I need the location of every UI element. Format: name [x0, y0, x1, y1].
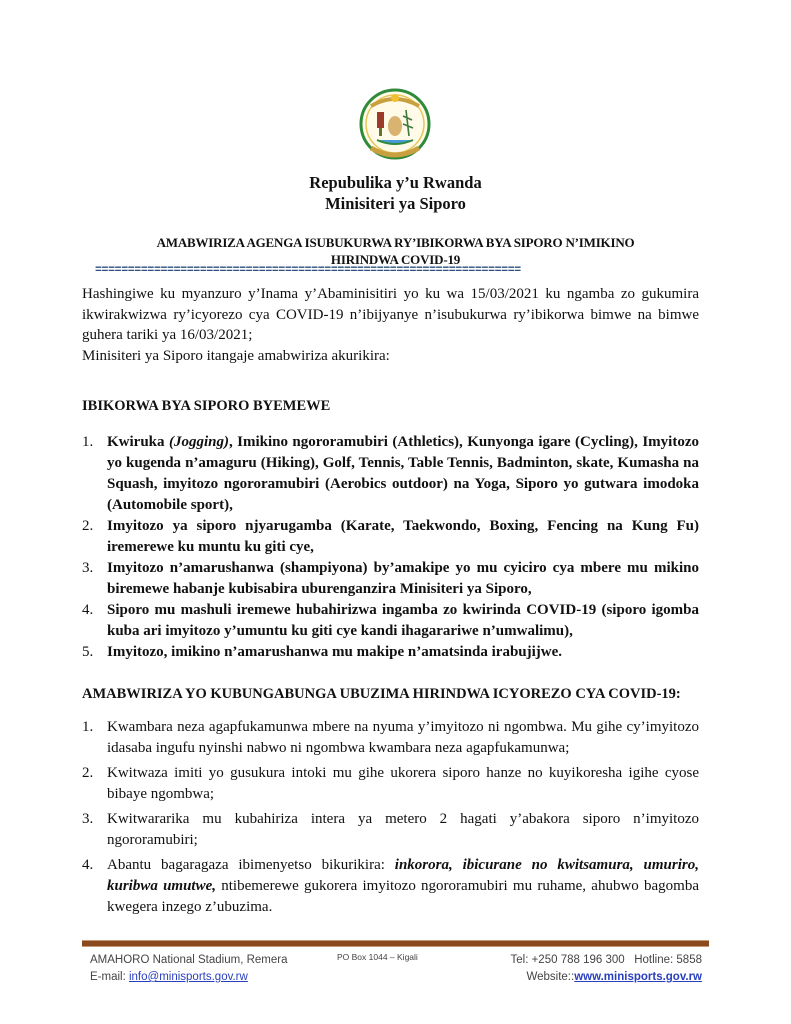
item-number: 4. — [82, 857, 94, 873]
list-item — [82, 516, 699, 558]
item-italic: (Jogging) — [168, 434, 229, 450]
footer-divider — [82, 940, 709, 947]
item-number: 3. — [82, 560, 94, 576]
footer-website-row — [492, 969, 702, 986]
item-text: ntibemerewe gukorera imyitozo ngororamubiri mu ruhame, ahubwo bagomba kwegera inzego z’ubuzima. — [107, 878, 700, 915]
symptoms-emphasis: inkorora, ibicurane no kwitsamura, umuriro, kuribwa umutwe, — [107, 857, 699, 894]
section-heading-allowed-activities: IBIKORWA BYA SIPORO BYEMEWE — [82, 398, 331, 414]
coat-of-arms-icon — [357, 86, 433, 166]
letterhead — [0, 172, 791, 214]
website-link[interactable]: www.minisports.gov.rw — [574, 971, 702, 983]
list-item — [82, 558, 699, 600]
health-guidelines-list — [82, 717, 699, 922]
item-text: Kwitwaza imiti yo gusukura intoki mu gihe ukorera siporo hanze no kuyikoresha igihe cyose bibaye ngombwa; — [107, 765, 699, 802]
footer-po-box: PO Box 1044 – Kigali — [337, 952, 418, 962]
item-number: 1. — [82, 719, 94, 735]
intro-paragraph: Hashingiwe ku myanzuro y’Inama y’Abaminisitiri yo ku wa 15/03/2021 ku ngamba zo gukumira ikwirakwizwa ry’icyorezo cya COVID-19 n’ibijyanye n’isubukurwa ry’ibikorwa bimwe na bimwe guhera tariki ya 16/03/2021; — [82, 286, 699, 343]
title-line-1: AMABWIRIZA AGENGA ISUBUKURWA RY’IBIKORWA BYA SIPORO N’IMIKINO — [156, 235, 635, 250]
document-title — [0, 234, 791, 268]
intro-section — [82, 284, 699, 366]
item-number: 4. — [82, 602, 94, 618]
list-item — [82, 763, 699, 805]
footer-email-row — [90, 969, 287, 986]
footer-address: AMAHORO National Stadium, Remera — [90, 954, 288, 966]
section-heading-health-guidelines: AMABWIRIZA YO KUBUNGABUNGA UBUZIMA HIRINDWA ICYOREZO CYA COVID-19: — [82, 686, 681, 702]
list-item — [82, 855, 699, 918]
email-link[interactable]: info@minisports.gov.rw — [128, 971, 248, 983]
item-number: 5. — [82, 644, 94, 660]
item-number: 2. — [82, 518, 94, 534]
item-text: Siporo mu mashuli iremewe hubahirizwa ingamba zo kwirinda COVID-19 (siporo igomba kuba ari imyitozo y’umuntu ku giti cye kandi ihagarariwe n’umwalimu), — [107, 602, 699, 639]
title-line-2: HIRINDWA COVID-19 — [330, 252, 461, 267]
ministry-name: Minisiteri ya Siporo — [325, 194, 466, 213]
item-text: Imyitozo ya siporo njyarugamba (Karate, Taekwondo, Boxing, Fencing na Kung Fu) iremerewe ku muntu ku giti cye, — [107, 518, 699, 555]
item-text: Imyitozo n’amarushanwa (shampiyona) by’amakipe yo mu cyiciro cya mbere mu mikino biremewe habanje kubisabira uburenganzira Minisiteri ya Siporo, — [107, 560, 699, 597]
title-divider: ================================================================= — [95, 265, 521, 277]
item-number: 3. — [82, 811, 94, 827]
list-item — [82, 809, 699, 851]
item-text: Kwitwararika mu kubahiriza intera ya metero 2 hagati y’abakora siporo n’imyitozo ngororamubiri; — [107, 811, 699, 848]
footer-contact-left — [90, 952, 287, 986]
footer-contact-right — [492, 952, 702, 986]
item-text: , Imikino ngororamubiri (Athletics), Kunyonga igare (Cycling), Imyitozo yo kugenda n’amaguru (Hiking), Golf, Tennis, Table Tennis, Badminton, skate, Kumasha na Squash, imyitozo ngororamubiri (Aerobics outdoor) na Yoga, Siporo yo gutwara imodoka (Automobile sport), — [107, 434, 699, 513]
item-number: 1. — [82, 434, 94, 450]
footer-phone: Tel: +250 788 196 300 Hotline: 5858 — [510, 954, 702, 966]
item-text: Imyitozo, imikino n’amarushanwa mu makipe n’amatsinda irabujijwe. — [107, 644, 563, 660]
item-lead: Kwiruka — [107, 434, 169, 450]
list-item — [82, 432, 699, 516]
allowed-activities-list — [82, 432, 699, 663]
item-text: Kwambara neza agapfukamunwa mbere na nyuma y’imyitozo ni ngombwa. Mu gihe cy’imyitozo idasaba ingufu nyinshi nabwo ni ngombwa kwambara neza agapfukamunwa; — [107, 719, 699, 756]
list-item — [82, 717, 699, 759]
email-label: E-mail: — [90, 971, 129, 983]
country-name: Repubulika y’u Rwanda — [309, 173, 482, 192]
item-number: 2. — [82, 765, 94, 781]
intro-statement: Minisiteri ya Siporo itangaje amabwiriza akurikira: — [82, 347, 390, 364]
website-label: Website:: — [526, 971, 575, 983]
list-item — [82, 642, 699, 663]
list-item — [82, 600, 699, 642]
item-text: Abantu bagaragaza ibimenyetso bikurikira: — [107, 857, 395, 873]
